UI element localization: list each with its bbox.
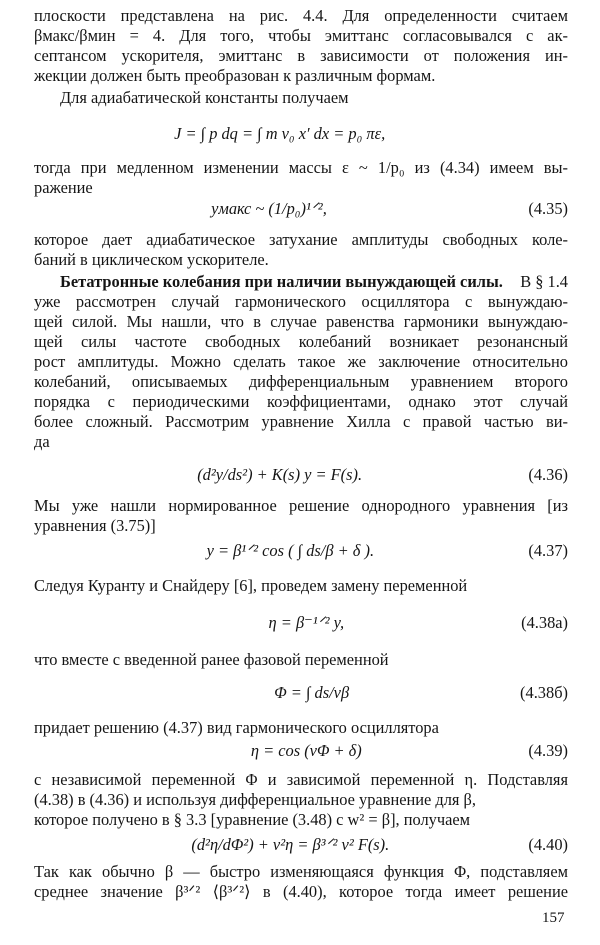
text-line: среднее значение β³ᐟ² ⟨β³ᐟ²⟩ в (4.40), которое тогда имеет решение (34, 882, 568, 901)
text-line: βмакс/βмин = 4. Для того, чтобы эмиттанс согласовывался с ак- (34, 26, 568, 45)
equation-number: (4.39) (528, 741, 568, 760)
text-line: да (34, 432, 50, 451)
equation-expression: y = β¹ᐟ² cos ( ∫ ds/β + δ ). (206, 541, 375, 560)
text-line: жекции должен быть преобразован к различным формам. (34, 66, 436, 85)
text-line: порядка с периодическими коэффициентами, однако этот случай (34, 392, 568, 411)
equation-number: (4.37) (528, 541, 568, 560)
text-line: Так как обычно β — быстро изменяющаяся функция Φ, подставляем (34, 862, 568, 881)
text-line: с независимой переменной Φ и зависимой переменной η. Подставляя (34, 770, 568, 789)
text-line: тогда при медленном изменении массы ε ~ 1/p₀ из (4.34) имеем вы- (34, 158, 568, 177)
text-line: баний в циклическом ускорителе. (34, 250, 269, 269)
equation-number: (4.36) (528, 465, 568, 484)
text-line: (4.38) в (4.36) и используя дифференциальное уравнение для β, (34, 790, 476, 809)
paragraph-heading-line (60, 272, 568, 292)
equation-expression: (d²η/dΦ²) + ν²η = β³ᐟ² ν² F(s). (191, 835, 390, 854)
equation-expression: η = β⁻¹ᐟ² y, (268, 613, 345, 632)
text-line: Следуя Куранту и Снайдеру [6], проведем замену переменной (34, 576, 468, 595)
text-line: плоскости представлена на рис. 4.4. Для определенности считаем (34, 6, 568, 25)
paragraph-heading: Бетатронные колебания при наличии вынуждающей силы. (60, 272, 503, 291)
text-fragment: В § 1.4 (520, 272, 568, 291)
text-line: придает решению (4.37) вид гармонического осциллятора (34, 718, 439, 737)
equation-expression: yмакс ~ (1/p₀)¹ᐟ², (211, 199, 327, 218)
equation-number: (4.38а) (521, 613, 568, 632)
equation-expression: (d²y/ds²) + K(s) y = F(s). (197, 465, 363, 484)
text-line: щей силой. Мы нашли, что в случае равенства гармоники вынуждаю- (34, 312, 568, 331)
text-line: уже рассмотрен случай гармонического осциллятора с вынуждаю- (34, 292, 568, 311)
equation-number: (4.40) (528, 835, 568, 854)
text-line: ражение (34, 178, 93, 197)
equation-number: (4.38б) (520, 683, 568, 702)
text-line: септансом ускорителя, эмиттанс в зависимости от положения ин- (34, 46, 568, 65)
text-line: рост амплитуды. Можно сделать такое же заключение относительно (34, 352, 568, 371)
text-line: что вместе с введенной ранее фазовой переменной (34, 650, 389, 669)
text-line: которое дает адиабатическое затухание амплитуды свободных коле- (34, 230, 568, 249)
equation-expression: J = ∫ p dq = ∫ m v₀ x′ dx = p₀ πε, (174, 124, 386, 143)
text-line: которое получено в § 3.3 [уравнение (3.48) с w² = β], получаем (34, 810, 471, 829)
equation-number: (4.35) (528, 199, 568, 218)
text-line: щей силы частоте свободных колебаний возникает резонансный (34, 332, 568, 351)
text-line: Мы уже нашли нормированное решение однородного уравнения [из (34, 496, 568, 515)
text-line: Для адиабатической константы получаем (60, 88, 349, 107)
equation-expression: η = cos (νΦ + δ) (250, 741, 362, 760)
text-line: более сложный. Рассмотрим уравнение Хилла с правой частью ви- (34, 412, 568, 431)
text-line: колебаний, описываемых дифференциальным уравнением второго (34, 372, 568, 391)
page-number: 157 (542, 910, 565, 926)
text-line: уравнения (3.75)] (34, 516, 156, 535)
equation-expression: Φ = ∫ ds/νβ (274, 683, 350, 702)
